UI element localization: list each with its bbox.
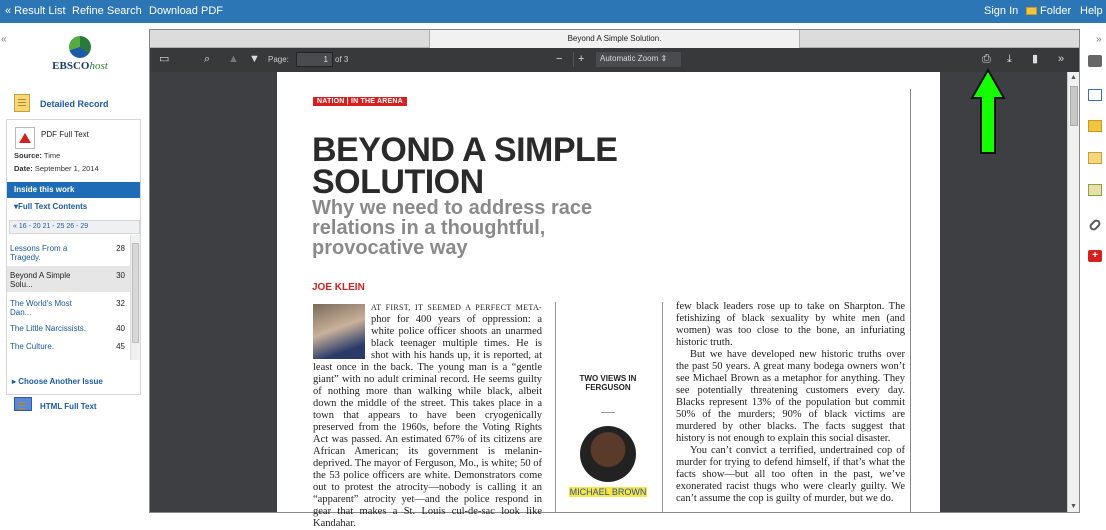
viewer-toolbar — [150, 48, 1079, 72]
export-icon[interactable] — [1088, 184, 1102, 196]
toc-item[interactable]: The World's Most Dan... 32 — [10, 299, 125, 317]
viewer-tab-strip — [150, 30, 1079, 48]
article-dek: Why we need to address race relations in a thoughtful, provocative way — [312, 197, 593, 259]
add-to-folder-icon[interactable]: + — [1088, 250, 1102, 262]
result-list-link[interactable]: « Result List — [5, 5, 66, 17]
michael-brown-photo — [580, 426, 636, 482]
ebscohost-logo[interactable] — [45, 36, 115, 72]
logo-brand: EBSCO — [52, 60, 90, 72]
date-line: Date: September 1, 2014 — [14, 164, 99, 173]
permalink-icon[interactable] — [1088, 218, 1102, 232]
print-icon[interactable]: ⎙ — [982, 53, 991, 65]
folder-icon — [1026, 7, 1037, 15]
toc-pager[interactable]: « 16 - 20 21 - 25 26 - 29 — [9, 220, 140, 234]
zoom-in-icon[interactable]: + — [578, 53, 585, 65]
pdf-icon — [15, 127, 35, 149]
page-count: of 3 — [335, 55, 349, 64]
html-full-text-link[interactable]: HTML Full Text — [14, 397, 32, 413]
viewer-tab[interactable]: Beyond A Simple Solution. — [429, 30, 800, 48]
top-navigation-bar — [0, 0, 1106, 23]
print-icon[interactable] — [1088, 55, 1102, 67]
search-icon[interactable]: ⌕ — [204, 53, 211, 65]
sign-in-link[interactable]: Sign In — [984, 5, 1019, 17]
toc-item[interactable]: The Culture. 45 — [10, 342, 125, 351]
two-views-sidebar — [559, 374, 657, 500]
toc-item[interactable]: Lessons From a Tragedy. 28 — [10, 244, 125, 262]
lead-in: AT FIRST, IT SEEMED A PERFECT META- — [371, 303, 542, 312]
logo-suffix: host — [89, 60, 108, 72]
toc-item[interactable]: The Little Narcissists. 40 — [10, 324, 125, 333]
tools-menu-icon[interactable]: » — [1058, 53, 1065, 65]
toc-list — [7, 235, 140, 360]
pdf-page — [277, 72, 940, 529]
pdf-viewer — [149, 29, 1080, 529]
sidebar-name-highlight: MICHAEL BROWN — [569, 487, 647, 497]
viewer-scroll-thumb[interactable] — [1070, 86, 1078, 126]
detailed-record-link[interactable]: Detailed Record — [14, 94, 30, 114]
article-column-1 — [313, 302, 542, 530]
toc-item-selected[interactable]: Beyond A Simple Solu... 30 — [7, 266, 131, 292]
globe-icon — [69, 36, 91, 58]
collapse-left-icon[interactable]: « — [1, 34, 7, 45]
pdf-full-text-label: PDF Full Text — [41, 130, 89, 139]
toc-scrollbar[interactable] — [130, 235, 140, 360]
zoom-out-icon[interactable]: − — [556, 53, 563, 65]
article-byline: JOE KLEIN — [312, 282, 365, 293]
bookmark-icon[interactable]: ▮ — [1032, 53, 1039, 65]
next-page-icon[interactable]: ▼ — [249, 53, 260, 65]
collapse-right-icon[interactable]: » — [1096, 34, 1102, 45]
download-icon[interactable]: ⤓ — [1007, 53, 1012, 65]
cite-icon[interactable] — [1088, 152, 1102, 164]
article-headline: BEYOND A SIMPLE SOLUTION — [312, 131, 618, 201]
help-link[interactable]: Help — [1080, 5, 1103, 17]
article-column-3: few black leaders rose up to take on Sharpton. The fetishizing of black sexuality by white men (and women) was too close to the bone, an infuriating historic truth. But we have developed new historic truths over the past 50 years. A great many bodega owners won’t see Michael Brown as a metaphor for anything. They see potentially threatening customers every day. Blacks represent 13% of the population but commit 50% of the murders; 90% of black victims are murdered by other blacks. The facts suggest that history is not enough to explain this social disaster. You can’t convict a terrified, undertrained cop of murder for trying to defend himself, if that’s what the facts show—but all too often in the past, we’ve exonerated racist thugs who were clearly guilty. We can’t assume the cop is guilty of murder, but we do. — [676, 301, 905, 504]
save-icon[interactable] — [1088, 120, 1102, 132]
page-label: Page: — [268, 55, 289, 64]
viewer-scrollbar[interactable]: ▲ ▼ — [1067, 72, 1079, 512]
folder-link[interactable]: Folder — [1026, 5, 1071, 17]
article-kicker: NATION | IN THE ARENA — [313, 97, 407, 106]
sidebar-toggle-icon[interactable]: ▭ — [159, 53, 170, 65]
refine-search-link[interactable]: Refine Search — [72, 5, 142, 17]
full-text-contents-toggle[interactable]: ▾Full Text Contents — [14, 202, 88, 211]
choose-another-issue-link[interactable]: ▸ Choose Another Issue — [12, 377, 103, 386]
sidebar-title: TWO VIEWS IN FERGUSON — [579, 374, 637, 392]
previous-page-icon[interactable]: ▲ — [228, 53, 239, 65]
inside-this-work-header: Inside this work — [7, 182, 140, 198]
format-panel — [6, 119, 141, 395]
document-icon — [14, 94, 30, 112]
html-document-icon — [14, 397, 32, 411]
column-1-text: phor for 400 years of oppression: a white police officer shoots an unarmed black teenager multiple times. He is shot with his hands up, it is reported, at least once in the back. The young man is a “gentle giant” with no adult criminal record. He seems guilty of nothing more than walking while black, albeit down the middle of the street. This takes place in a town that appears to have been cryogenically preserved from the 1960s, before the Voting Rights Act was passed. An estimated 67% of its citizens are African American; its government is melanin-deprived. The mayor of Ferguson, Mo., is white; 50 of the 53 police officers are white. Demonstrators come out to protest the atrocity—nobody is calling it an “apparent” atrocity yet—and the police respond in gear that makes a St. Louis cul-de-sac look like Kandahar. — [313, 314, 542, 529]
page-number-input[interactable]: 1 — [296, 52, 333, 67]
zoom-select[interactable]: Automatic Zoom ⇕ — [596, 52, 681, 67]
toc-scroll-thumb[interactable] — [132, 243, 139, 343]
annotation-arrow — [970, 68, 1006, 156]
download-pdf-link[interactable]: Download PDF — [149, 5, 223, 17]
source-line: Source: Time — [14, 151, 61, 160]
email-icon[interactable] — [1088, 89, 1102, 101]
